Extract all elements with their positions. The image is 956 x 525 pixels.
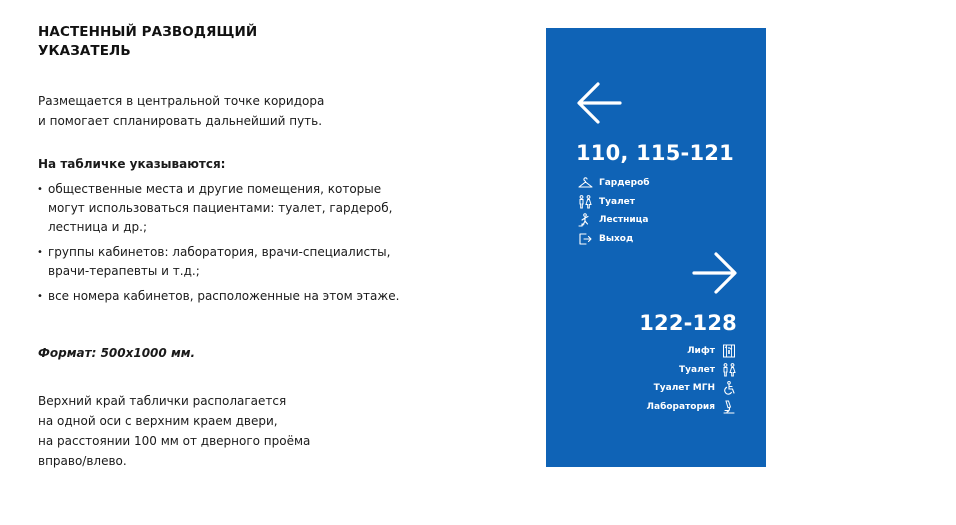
title-line: УКАЗАТЕЛЬ [38, 43, 131, 59]
row-label: Туалет МГН [653, 383, 715, 394]
list-item [647, 361, 737, 380]
bullet-line: • все номера кабинетов, расположенные на этом этаже. [48, 289, 400, 303]
placement-line: на расстоянии 100 мм от дверного проёма [38, 434, 311, 448]
placement-line: на одной оси с верхним краем двери, [38, 414, 278, 428]
list-item [577, 211, 650, 230]
list-item [647, 379, 737, 398]
list-item [577, 230, 650, 249]
toilet-icon [721, 363, 737, 377]
bullet-line: • общественные места и другие помещения, которые [48, 182, 382, 196]
list-item [577, 193, 650, 212]
toilet-icon [577, 195, 593, 209]
row-label: Лестница [599, 215, 649, 226]
wayfinding-sign [546, 28, 766, 467]
elevator-icon [721, 344, 737, 358]
wheelchair-icon [721, 381, 737, 395]
title-line: НАСТЕННЫЙ РАЗВОДЯЩИЙ [38, 24, 258, 40]
row-label: Гардероб [599, 178, 650, 189]
row-label: Лаборатория [646, 401, 715, 412]
list-item [577, 174, 650, 193]
placement-line: вправо/влево. [38, 454, 127, 468]
arrow-left-icon [576, 80, 622, 126]
bullet-line: • группы кабинетов: лаборатория, врачи-специалисты, [48, 245, 391, 259]
placement-text [38, 391, 310, 471]
right-group-title: 122-128 [639, 311, 737, 335]
bullet-line: лестница и др.; [48, 220, 148, 234]
intro-text [38, 91, 324, 131]
left-group-title: 110, 115-121 [576, 141, 734, 165]
format-note: Формат: 500х1000 мм. [38, 346, 196, 360]
row-label: Туалет [599, 196, 635, 207]
row-label: Выход [599, 233, 634, 244]
row-label: Лифт [687, 346, 715, 357]
bullet-list [38, 180, 399, 312]
row-label: Туалет [679, 364, 715, 375]
intro-line: Размещается в центральной точке коридора [38, 94, 325, 108]
stairs-icon [577, 213, 593, 227]
hanger-icon [577, 176, 593, 190]
list-item [38, 243, 399, 281]
bullet-line: врачи-терапевты и т.д.; [48, 264, 200, 278]
page-title [38, 23, 257, 61]
list-item [647, 398, 737, 417]
microscope-icon [721, 400, 737, 414]
bullet-line: могут использоваться пациентами: туалет, гардероб, [48, 201, 393, 215]
placement-line: Верхний край таблички располагается [38, 394, 287, 408]
exit-icon [577, 232, 593, 246]
arrow-right-icon [692, 250, 738, 296]
list-item [38, 180, 399, 237]
list-item [647, 342, 737, 361]
right-group-list [647, 342, 737, 416]
intro-line: и помогает спланировать дальнейший путь. [38, 114, 323, 128]
list-heading: На табличке указываются: [38, 157, 226, 171]
list-item [38, 287, 399, 306]
left-group-list [577, 174, 650, 248]
